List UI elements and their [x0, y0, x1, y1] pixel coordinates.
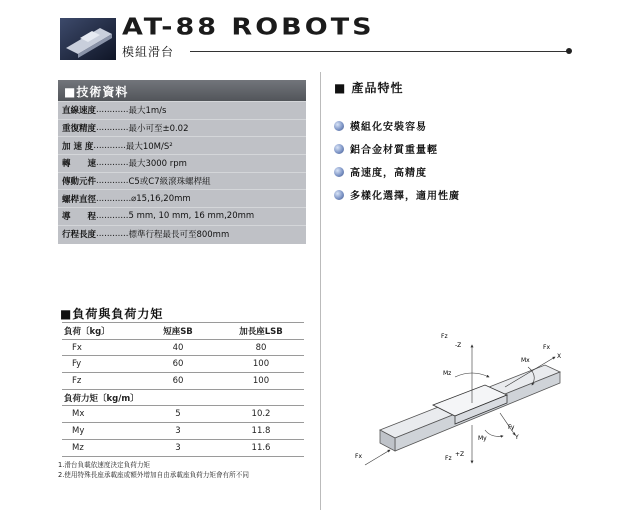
- footnotes: [58, 460, 249, 480]
- table-subheader-row: [62, 389, 304, 406]
- spec-value: ⌀15,16,20mm: [131, 193, 191, 204]
- spec-value: 最大3000 rpm: [128, 159, 187, 170]
- diagram-label: Y: [515, 434, 519, 441]
- table-header-row: [62, 323, 304, 340]
- table-cell: 5: [138, 406, 218, 423]
- spec-leader: .............: [96, 193, 132, 204]
- spec-leader: ............: [96, 158, 129, 169]
- spec-row: [58, 101, 306, 119]
- spec-label: 重復精度: [62, 124, 97, 135]
- table-cell: Fy: [62, 356, 138, 373]
- features-heading: ■ 產品特性: [334, 81, 404, 95]
- spec-row: [58, 154, 306, 172]
- spec-row: [58, 119, 306, 137]
- spec-label: 轉 速: [62, 159, 97, 170]
- feature-text: 鋁合金材質重量輕: [350, 145, 438, 156]
- header-cell: 短座SB: [138, 323, 218, 340]
- footnote: 1.滑台負載依速度決定負荷力矩: [58, 461, 151, 469]
- bullet-icon: [334, 167, 344, 177]
- feature-item: [334, 118, 427, 133]
- table-cell: 11.8: [218, 423, 304, 440]
- diagram-label: -Z: [455, 342, 462, 349]
- table-row: [62, 373, 304, 390]
- table-cell: 80: [218, 339, 304, 356]
- spec-leader: ............: [96, 229, 129, 240]
- feature-text: 高速度，高精度: [350, 168, 427, 179]
- bullet-icon: [334, 144, 344, 154]
- bullet-icon: [334, 121, 344, 131]
- diagram-label: Fx: [355, 453, 363, 460]
- header-cell: 負荷〔kg〕: [62, 323, 138, 340]
- table-cell: 60: [138, 356, 218, 373]
- column-divider: [320, 72, 321, 510]
- table-cell: Mz: [62, 439, 138, 456]
- spec-leader: ............: [93, 140, 126, 151]
- table-cell: 10.2: [218, 406, 304, 423]
- footnote: 2.使用特殊長座承載座或額外增加自由承載座負荷力矩會有所不同: [58, 471, 249, 479]
- spec-leader: ............: [96, 123, 129, 134]
- spec-row: [58, 172, 306, 190]
- diagram-label: My: [478, 435, 487, 442]
- spec-leader: ............: [96, 105, 129, 116]
- feature-item: [334, 164, 427, 179]
- spec-label: 螺桿直徑: [62, 194, 97, 205]
- spec-leader: ............: [96, 176, 129, 187]
- table-cell: Fx: [62, 339, 138, 356]
- spec-label: 加 速 度: [62, 141, 94, 152]
- diagram-label: X: [557, 353, 562, 360]
- table-cell: 100: [218, 373, 304, 390]
- spec-label: 行程長度: [62, 230, 97, 241]
- technical-data-panel: [58, 80, 306, 244]
- diagram-label: Fx: [543, 344, 551, 351]
- diagram-label: Fz: [445, 455, 452, 462]
- spec-row: [58, 136, 306, 154]
- feature-item: [334, 141, 438, 156]
- table-cell: 3: [138, 439, 218, 456]
- spec-value: 標準行程最長可至800mm: [128, 230, 230, 241]
- subheader-cell: 負荷力矩〔kg/m〕: [62, 389, 304, 406]
- diagram-label: Fz: [441, 333, 448, 340]
- table-cell: Fz: [62, 373, 138, 390]
- table-cell: 11.6: [218, 439, 304, 456]
- table-row: [62, 439, 304, 456]
- spec-value: 5 mm, 10 mm, 16 mm,20mm: [128, 211, 255, 222]
- bullet-icon: [334, 190, 344, 200]
- spec-label: 直線速度: [62, 106, 97, 117]
- table-row: [62, 339, 304, 356]
- spec-label: 導 程: [62, 212, 97, 223]
- load-heading: ■負荷與負荷力矩: [60, 307, 164, 321]
- spec-row: [58, 207, 306, 225]
- spec-value: 最小可至±0.02: [128, 124, 189, 135]
- page-title: AT-88 ROBOTS: [122, 14, 375, 41]
- feature-item: [334, 187, 460, 202]
- diagram-label: Mx: [521, 357, 530, 364]
- table-row: [62, 356, 304, 373]
- spec-label: 傳動元件: [62, 177, 97, 188]
- table-cell: My: [62, 423, 138, 440]
- diagram-label: +Z: [455, 451, 465, 458]
- page-subtitle: 模組滑台: [122, 45, 175, 59]
- feature-text: 多樣化選擇，適用性廣: [350, 191, 460, 202]
- diagram-label: Mz: [443, 370, 452, 377]
- technical-data-heading: ■技術資料: [58, 80, 306, 101]
- table-cell: Mx: [62, 406, 138, 423]
- robot-slide-logo-image: [60, 18, 116, 60]
- table-cell: 100: [218, 356, 304, 373]
- load-direction-diagram: [345, 325, 595, 475]
- table-cell: 3: [138, 423, 218, 440]
- table-row: [62, 423, 304, 440]
- header-cell: 加長座LSB: [218, 323, 304, 340]
- feature-text: 模組化安裝容易: [350, 122, 427, 133]
- table-cell: 40: [138, 339, 218, 356]
- table-cell: 60: [138, 373, 218, 390]
- spec-value: 最大10M/S²: [125, 141, 173, 152]
- diagram-label: Fy: [508, 424, 515, 431]
- spec-row: [58, 189, 306, 207]
- header-divider: [190, 51, 568, 52]
- load-table: [62, 322, 304, 457]
- table-row: [62, 406, 304, 423]
- spec-row: [58, 225, 306, 243]
- spec-value: C5或C7級滾珠螺桿組: [128, 177, 211, 188]
- header-divider-dot: [566, 48, 572, 54]
- spec-value: 最大1m/s: [128, 106, 167, 117]
- spec-leader: ............: [96, 211, 129, 222]
